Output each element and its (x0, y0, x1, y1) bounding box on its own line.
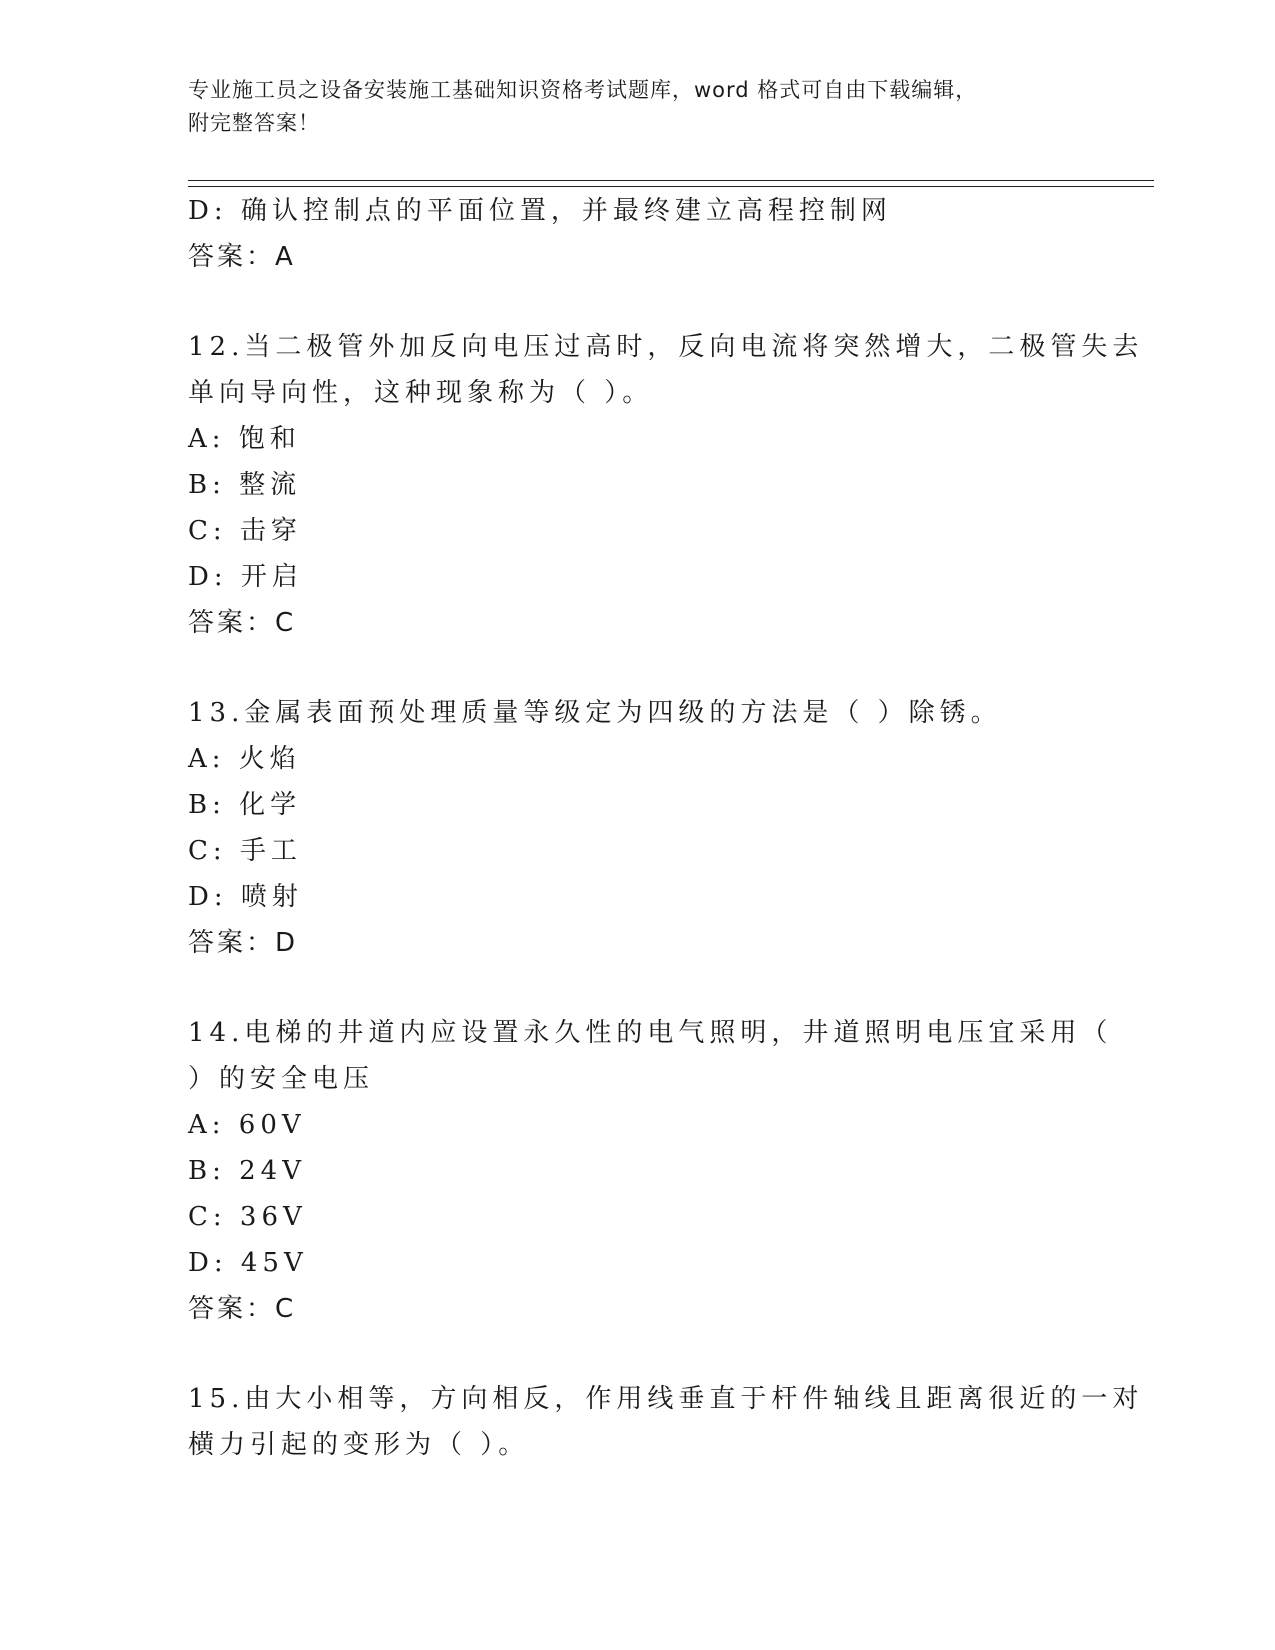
option-a: A: 火焰 (188, 744, 301, 774)
question-list (188, 188, 1144, 1468)
question-12 (188, 324, 1144, 646)
question-15 (188, 1376, 1144, 1468)
option-d: D: 开启 (188, 562, 303, 592)
option-a: A: 60V (188, 1110, 306, 1140)
option-b: B: 化学 (188, 790, 302, 820)
document-header (188, 74, 1088, 140)
question-11-tail (188, 188, 1088, 280)
option-b: B: 整流 (188, 470, 302, 500)
header-divider-bottom (188, 186, 1154, 187)
answer-line: 答案：C (188, 1294, 297, 1324)
question-stem: 12.当二极管外加反向电压过高时，反向电流将突然增大，二极管失去 (188, 332, 1144, 362)
question-stem-continued: 横力引起的变形为（ ）。 (188, 1430, 530, 1460)
option-d: D: 确认控制点的平面位置，并最终建立高程控制网 (188, 196, 892, 226)
question-stem: 13.金属表面预处理质量等级定为四级的方法是（ ）除锈。 (188, 698, 1002, 728)
option-a: A: 饱和 (188, 424, 301, 454)
option-d: D: 喷射 (188, 882, 303, 912)
option-c: C: 36V (188, 1202, 307, 1232)
option-c: C: 击穿 (188, 516, 302, 546)
question-stem: 15.由大小相等，方向相反，作用线垂直于杆件轴线且距离很近的一对 (188, 1384, 1144, 1414)
option-b: B: 24V (188, 1156, 306, 1186)
header-line-1: 专业施工员之设备安装施工基础知识资格考试题库，word 格式可自由下载编辑， (188, 78, 978, 102)
answer-line: 答案：A (188, 242, 296, 272)
answer-line: 答案：C (188, 608, 297, 638)
question-stem: 14.电梯的井道内应设置永久性的电气照明，井道照明电压宜采用（ (188, 1018, 1113, 1048)
header-divider-top (188, 180, 1154, 181)
option-d: D: 45V (188, 1248, 308, 1278)
option-c: C: 手工 (188, 836, 302, 866)
answer-line: 答案：D (188, 928, 299, 958)
question-14 (188, 1010, 1113, 1332)
question-13 (188, 690, 1088, 966)
header-line-2: 附完整答案！ (188, 111, 320, 135)
question-stem-continued: 单向导向性，这种现象称为（ ）。 (188, 378, 654, 408)
question-stem-continued: ）的安全电压 (188, 1064, 375, 1094)
